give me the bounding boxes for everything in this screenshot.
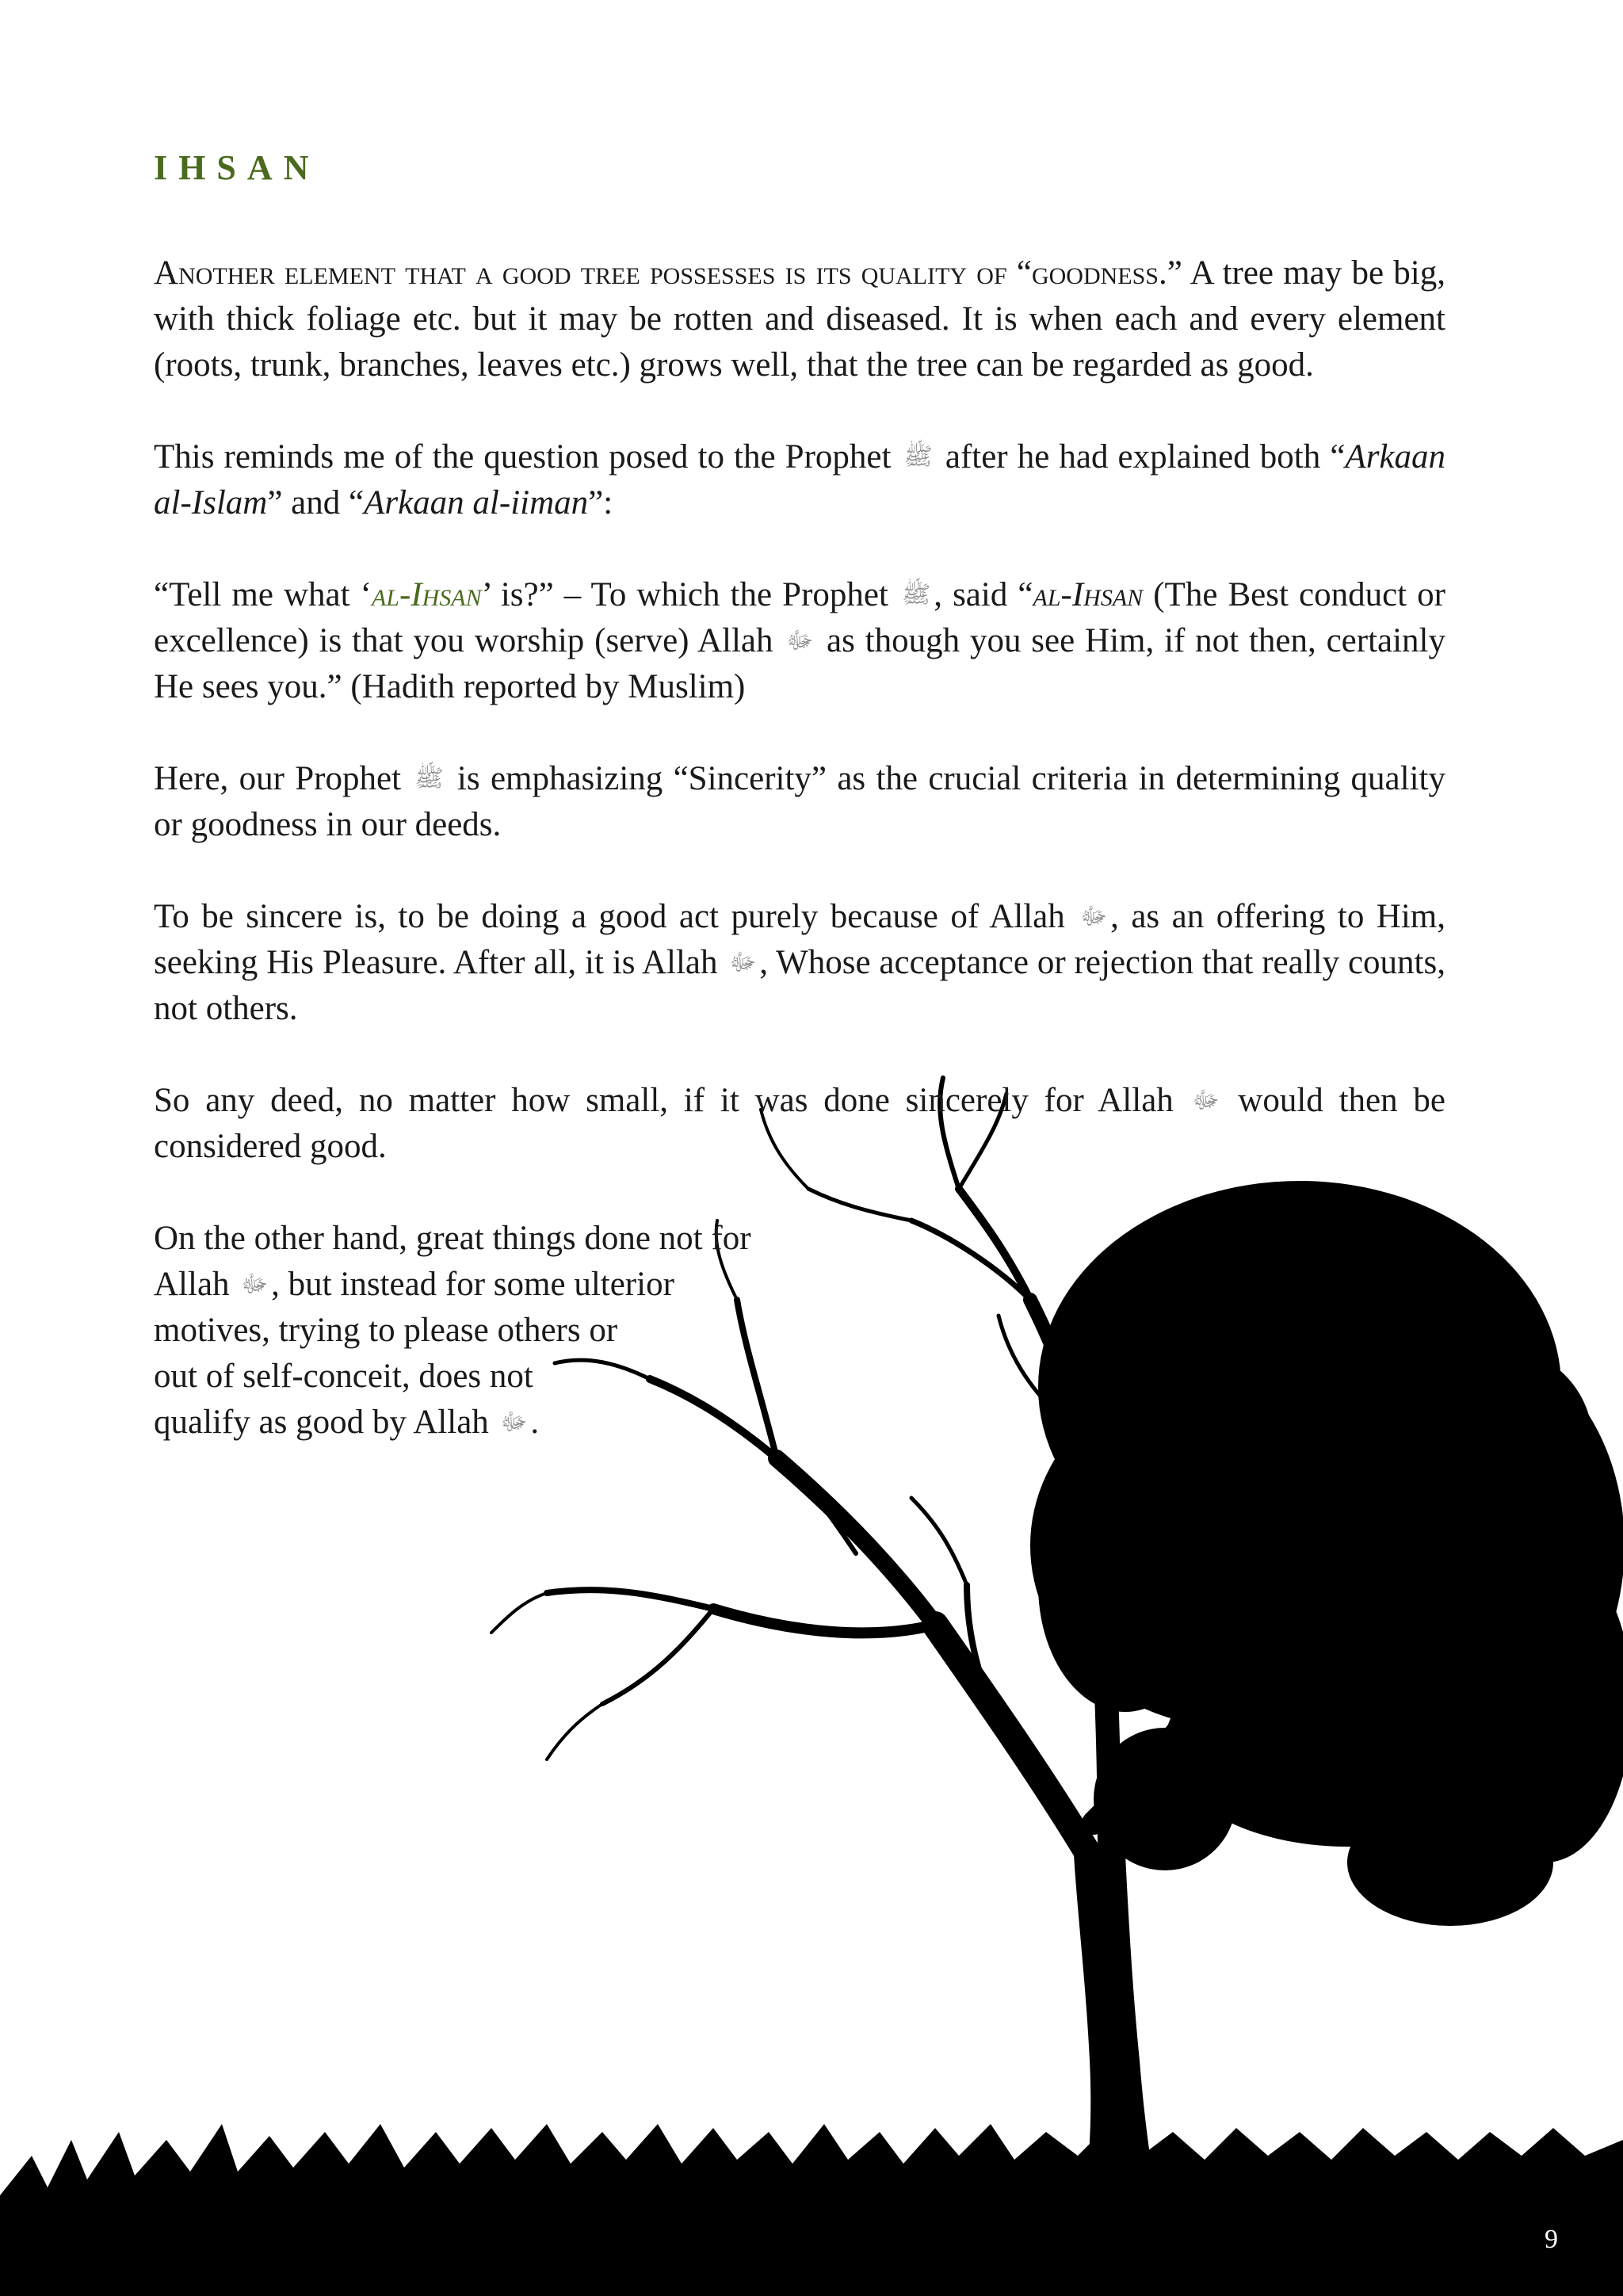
allah-honorific-icon: ﷻ xyxy=(241,1271,269,1297)
term-al-ihsan: al-Ihsan xyxy=(371,576,482,613)
term-arkaan-al-islam: Arkaan al-Islam xyxy=(154,438,1446,521)
prophet-honorific-icon: ﷺ xyxy=(903,444,933,470)
allah-honorific-icon: ﷻ xyxy=(500,1409,528,1435)
allah-honorific-icon: ﷻ xyxy=(1192,1087,1220,1114)
allah-honorific-icon: ﷻ xyxy=(786,628,814,654)
paragraph-sincere-definition: To be sincere is, to be doing a good act purely because of Allah ﷻ, as an offering to Him, seeking His Pleasure. After all, it is Allah ﷻ, Whose acceptance or rejection that really counts, not others. xyxy=(154,894,1445,1032)
paragraph-goodness: Another element that a good tree possesses is its quality of “goodness.” A tree may be big, with thick foliage etc. but it may be rotten and diseased. It is when each and every element (roots, trunk, branches, leaves etc.) grows well, that the tree can be regarded as good. xyxy=(154,254,1445,384)
page-number: 9 xyxy=(1545,2225,1558,2254)
paragraph-sincerity: Here, our Prophet ﷺ is emphasizing “Sincerity” as the crucial criteria in determining quality or goodness in our deeds. xyxy=(154,756,1445,848)
section-heading: IHSAN xyxy=(154,148,320,187)
prophet-honorific-icon: ﷺ xyxy=(902,582,931,608)
lead-in-small-caps: Another element that a good tree possesses is its quality of “goodness.” xyxy=(154,254,1182,292)
grass-ground xyxy=(0,2124,1623,2296)
allah-honorific-icon: ﷻ xyxy=(729,949,757,976)
term-al-ihsan-definition: al-Ihsan xyxy=(1033,576,1144,613)
prophet-honorific-icon: ﷺ xyxy=(414,766,444,792)
paragraph-any-deed: So any deed, no matter how small, if it was done sincerely for Allah ﷻ would then be considered good. xyxy=(154,1078,1445,1170)
term-arkaan-al-iiman: Arkaan al-iiman xyxy=(364,484,589,521)
allah-honorific-icon: ﷻ xyxy=(1080,904,1108,930)
paragraph-question: This reminds me of the question posed to the Prophet ﷺ after he had explained both “Arkaan al-Islam” and “Arkaan al-iiman”: xyxy=(154,434,1445,526)
paragraph-other-hand: On the other hand, great things done not for Allah ﷻ, but instead for some ulterior motives, trying to please others or out of self-conceit, does not qualify as good by Allah ﷻ. xyxy=(154,1216,851,1446)
paragraph-hadith: “Tell me what ‘al-Ihsan’ is?” – To which the Prophet ﷺ, said “al-Ihsan (The Best conduct or excellence) is that you worship (serve) Allah ﷻ as though you see Him, if not then, certainly He sees you.” (Hadith reported by Muslim) xyxy=(154,572,1445,710)
article-body xyxy=(154,143,1445,1492)
